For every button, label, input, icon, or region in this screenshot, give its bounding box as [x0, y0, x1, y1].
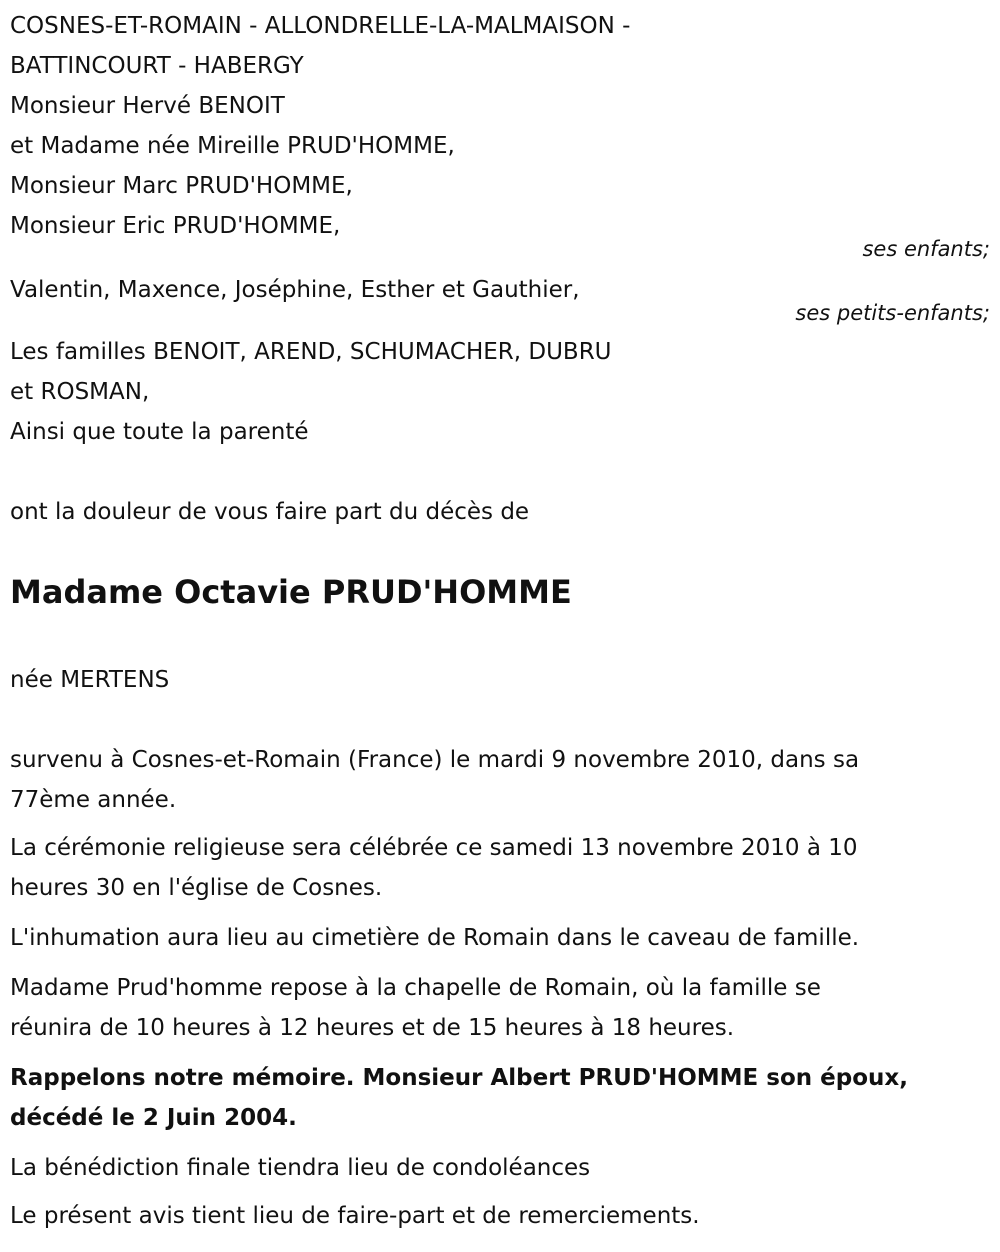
- header-line: Monsieur Marc PRUD'HOMME,: [10, 173, 353, 199]
- body-line: Madame Prud'homme repose à la chapelle de Romain, où la famille se: [10, 975, 821, 1001]
- announcement: ont la douleur de vous faire part du décès de: [10, 499, 530, 525]
- header-line: BATTINCOURT - HABERGY: [10, 53, 304, 79]
- footer-line: La bénédiction finale tiendra lieu de condoléances: [10, 1155, 591, 1181]
- body-line: survenu à Cosnes-et-Romain (France) le mardi 9 novembre 2010, dans sa: [10, 747, 860, 773]
- deceased-name: Madame Octavie PRUD'HOMME: [10, 573, 572, 611]
- families-line: Ainsi que toute la parenté: [10, 419, 309, 445]
- maiden-name: née MERTENS: [10, 667, 170, 693]
- header-line: COSNES-ET-ROMAIN - ALLONDRELLE-LA-MALMAISON -: [10, 13, 631, 39]
- body-line: réunira de 10 heures à 12 heures et de 15 heures à 18 heures.: [10, 1015, 735, 1041]
- body-line: 77ème année.: [10, 787, 177, 813]
- families-line: Les familles BENOIT, AREND, SCHUMACHER, DUBRU: [10, 339, 612, 365]
- header-line: Monsieur Eric PRUD'HOMME,: [10, 213, 341, 239]
- families-line: et ROSMAN,: [10, 379, 150, 405]
- grandchildren-label: ses petits-enfants;: [795, 301, 990, 325]
- body-line: La cérémonie religieuse sera célébrée ce samedi 13 novembre 2010 à 10: [10, 835, 858, 861]
- memory-line: décédé le 2 Juin 2004.: [10, 1105, 297, 1131]
- body-line: L'inhumation aura lieu au cimetière de Romain dans le caveau de famille.: [10, 925, 860, 951]
- body-line: heures 30 en l'église de Cosnes.: [10, 875, 383, 901]
- header-line: Monsieur Hervé BENOIT: [10, 93, 285, 119]
- children-label: ses enfants;: [862, 237, 990, 261]
- header-line: et Madame née Mireille PRUD'HOMME,: [10, 133, 455, 159]
- memory-line: Rappelons notre mémoire. Monsieur Albert PRUD'HOMME son époux,: [10, 1065, 908, 1091]
- grandchildren: Valentin, Maxence, Joséphine, Esther et Gauthier,: [10, 277, 580, 303]
- footer-line: Le présent avis tient lieu de faire-part et de remerciements.: [10, 1203, 700, 1229]
